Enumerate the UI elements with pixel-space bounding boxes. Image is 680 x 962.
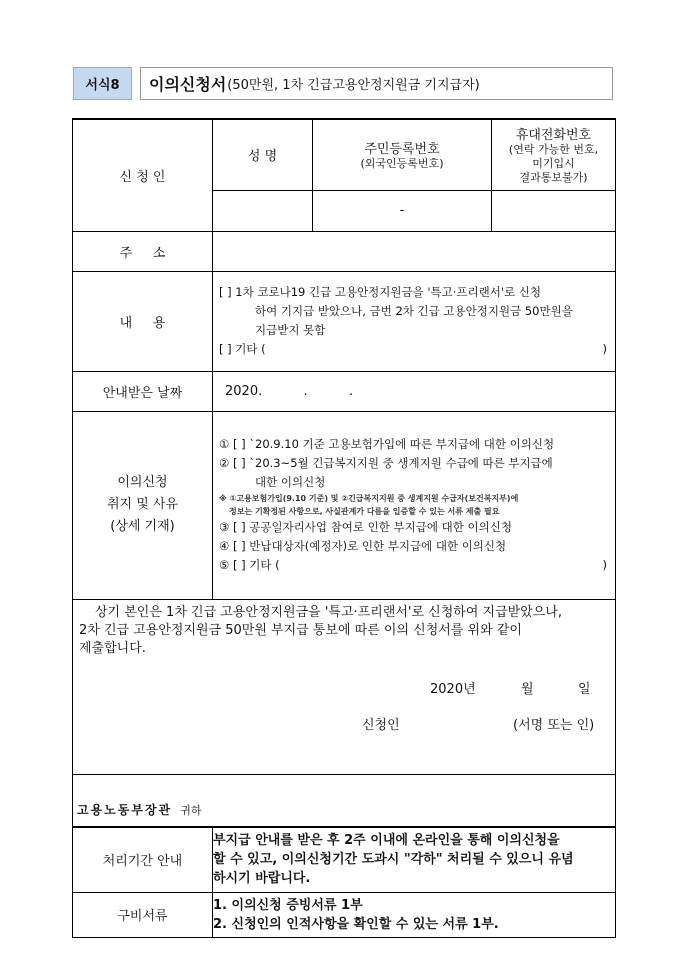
id-header: [313, 119, 492, 190]
document-item-2: 2. 신청인의 인적사항을 확인할 수 있는 서류 1부.: [213, 916, 499, 932]
reason-option-5[interactable]: [213, 556, 615, 575]
reason-option-1[interactable]: ① [ ] `20.9.10 기준 고용보험가입에 따른 부지급에 대한 이의신청: [219, 437, 555, 451]
name-header: 성 명: [213, 119, 313, 190]
reason-other-close: ): [602, 558, 607, 572]
address-field[interactable]: [213, 231, 616, 271]
statement-day: 일: [578, 681, 591, 697]
processing-line-1: 부지급 안내를 받은 후 2주 이내에 온라인을 통해 이의신청을: [213, 833, 560, 849]
form-header: [73, 67, 613, 100]
processing-label: 처리기간 안내: [73, 827, 213, 892]
reason-option-2[interactable]: ② [ ] `20.3~5월 긴급복지지원 중 생계지원 수급에 따른 부지급에: [219, 456, 553, 470]
content-other-open: [ ] 기타 (: [219, 342, 266, 356]
documents-list: [213, 892, 616, 937]
processing-line-2: 할 수 있고, 이의신청기간 도과시 "각하" 처리될 수 있으니 유념: [213, 852, 574, 868]
document-item-1: 1. 이의신청 증빙서류 1부: [213, 897, 363, 913]
name-field[interactable]: [213, 190, 313, 231]
content-label: 내 용: [73, 271, 213, 371]
phone-field[interactable]: [492, 190, 616, 231]
statement-signature-row: [73, 708, 615, 744]
recipient-name: 고용노동부장관: [77, 803, 173, 817]
id-field[interactable]: -: [313, 190, 492, 231]
phone-header-main: 휴대전화번호: [515, 128, 592, 144]
phone-header-sub2: 미기입시: [532, 157, 575, 171]
notice-date-label: 안내받은 날짜: [73, 371, 213, 411]
content-option-1-cont: 하여 기지급 받았으나, 금번 2차 긴급 고용안정지원금 50만원을: [255, 304, 573, 318]
reason-option-4[interactable]: ④ [ ] 반납대상자(예정자)로 인한 부지급에 대한 이의신청: [219, 539, 507, 553]
reason-label-1: 이의신청: [117, 475, 168, 490]
address-label: 주 소: [73, 231, 213, 271]
reason-option-2-cont: 대한 이의신청: [255, 475, 326, 489]
reason-note-2: 정보는 기확정된 사항으로, 사실관계가 다름을 입증할 수 있는 서류 제출 필요: [229, 507, 500, 516]
reason-label-2: 취지 및 사유: [106, 497, 179, 512]
statement-month: 월: [521, 681, 534, 697]
applicant-label: 신 청 인: [73, 119, 213, 231]
statement-line-3: 제출합니다.: [79, 640, 146, 656]
id-header-main: 주민등록번호: [364, 142, 440, 158]
reason-label: [73, 411, 213, 599]
phone-header-sub3: 결과통보불가): [519, 171, 588, 185]
application-form-table: [72, 118, 616, 938]
processing-line-3: 하시기 바랍니다.: [213, 871, 311, 887]
content-option-1[interactable]: [ ] 1차 코로나19 긴급 고용안정지원금을 '특고·프리랜서'로 신청: [219, 285, 541, 299]
statement-section: [73, 599, 616, 774]
reason-option-3[interactable]: ③ [ ] 공공일자리사업 참여로 인한 부지급에 대한 이의신청: [219, 520, 512, 534]
applicant-sign-label: 신청인: [362, 717, 400, 733]
id-header-sub: (외국인등록번호): [360, 157, 444, 171]
statement-year: 2020년: [430, 681, 476, 697]
content-other-close: ): [602, 342, 607, 356]
statement-line-2: 2차 긴급 고용안정지원금 50만원 부지급 통보에 따른 이의 신청서를 위와 같이: [79, 622, 522, 638]
phone-header-sub1: (연락 가능한 번호,: [508, 143, 599, 157]
content-option-1-cont2: 지급받지 못함: [255, 323, 326, 337]
reason-label-3: (상세 기재): [110, 519, 175, 534]
statement-line-1: 상기 본인은 1차 긴급 고용안정지원금을 '특고·프리랜서'로 신청하여 지급받았으나,: [95, 604, 563, 620]
recipient-row: [73, 774, 616, 827]
statement-date-row: [73, 668, 615, 708]
content-option-other[interactable]: [213, 340, 615, 359]
form-title: [140, 67, 613, 100]
phone-header: [492, 119, 616, 190]
form-number-badge: 서식8: [73, 67, 132, 100]
content-options: [213, 271, 616, 371]
reason-other-open: ⑤ [ ] 기타 (: [219, 558, 280, 572]
signature-field[interactable]: (서명 또는 인): [513, 717, 595, 733]
recipient-suffix: 귀하: [180, 804, 202, 817]
documents-label: 구비서류: [73, 892, 213, 937]
notice-date-field[interactable]: 2020. . .: [213, 371, 616, 411]
form-title-sub: (50만원, 1차 긴급고용안정지원금 기지급자): [227, 78, 480, 93]
statement-text: [73, 600, 615, 658]
reason-note-1: ※ ①고용보험가입(9.10 기준) 및 ②긴급복지지원 중 생계지원 수급자(보건복지부)에: [219, 494, 519, 503]
reason-options: [213, 411, 616, 599]
processing-text: [213, 827, 616, 892]
form-title-main: 이의신청서: [149, 75, 227, 94]
